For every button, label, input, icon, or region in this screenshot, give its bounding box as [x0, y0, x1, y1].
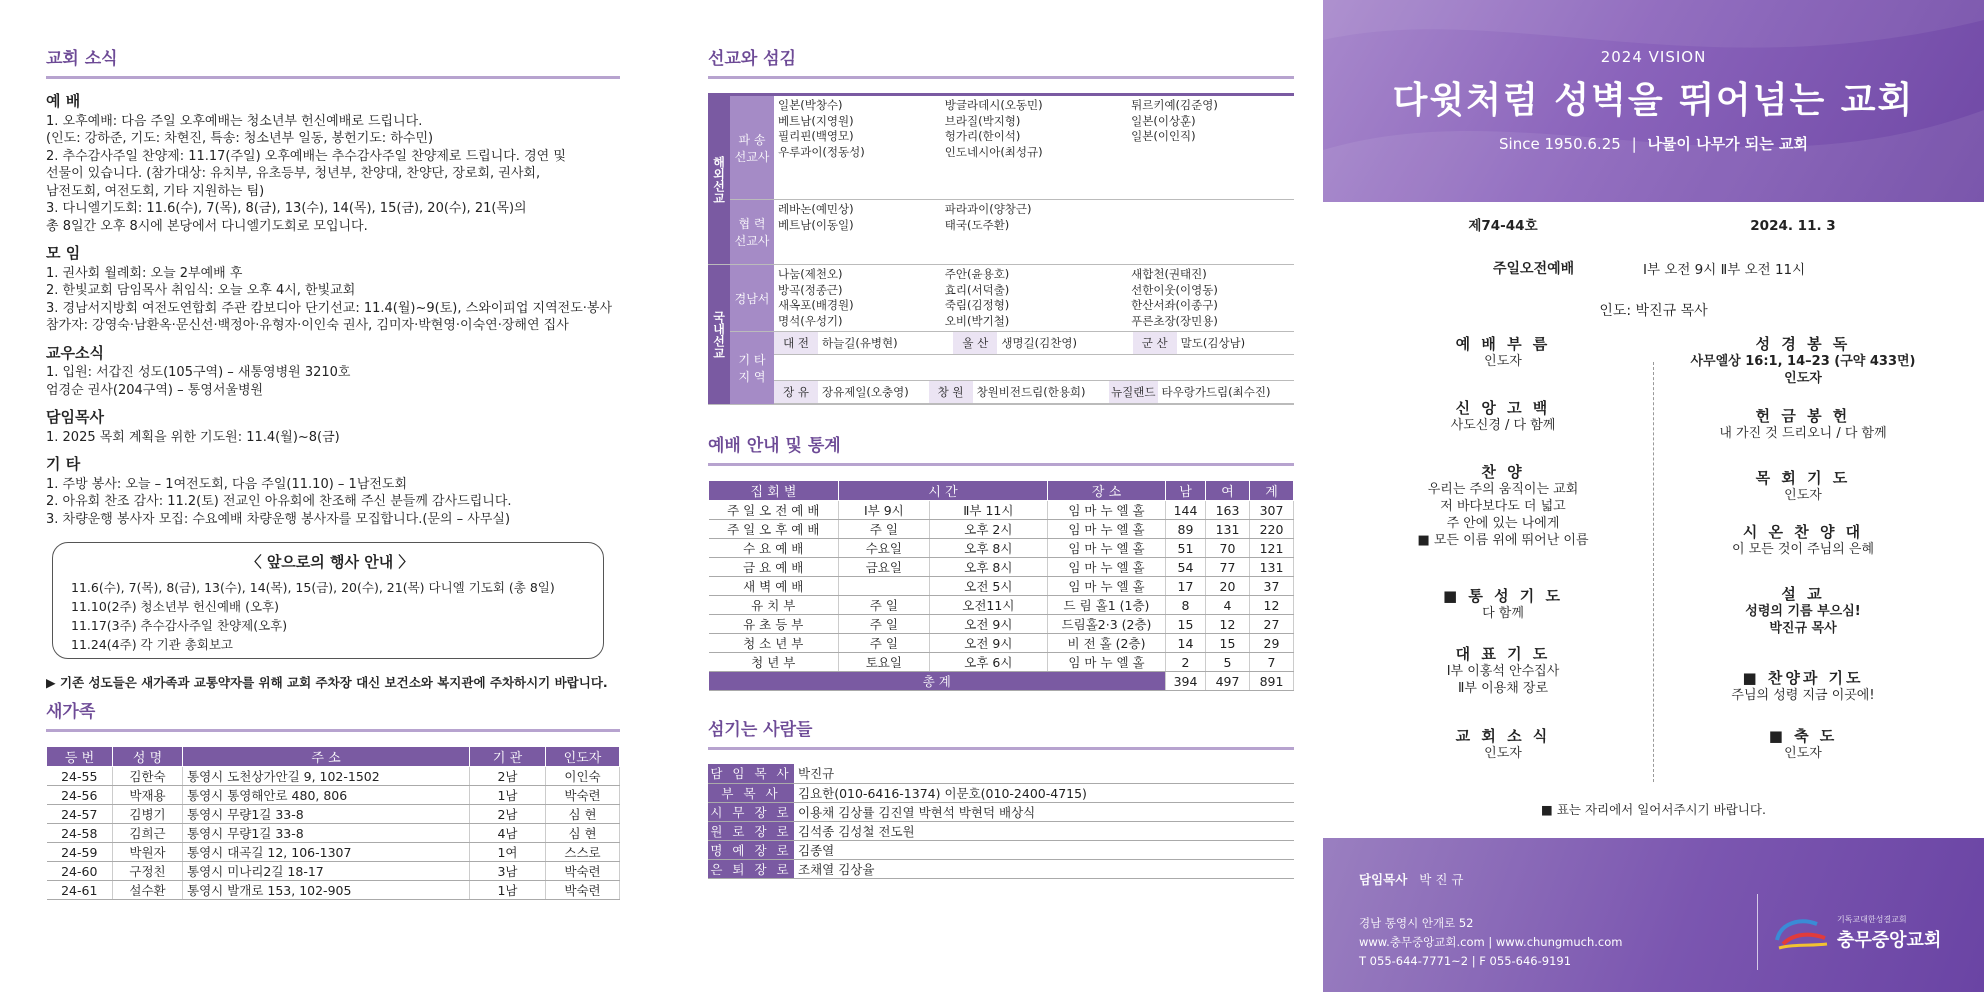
col-header: 남 [1166, 481, 1206, 501]
region-label: 창 원 [929, 381, 973, 404]
stats-cell: 20 [1206, 577, 1250, 596]
members-heading: 교우소식 [46, 343, 104, 362]
col-header: 여 [1206, 481, 1250, 501]
newfamily-row [47, 767, 620, 786]
stats-cell: 드 림 홀1 (1층) [1048, 596, 1166, 615]
servers-row [708, 802, 1294, 821]
stats-cell: 청 소 년 부 [709, 634, 839, 653]
stats-cell: 주 일 오 후 예 배 [709, 520, 839, 539]
order-call: 예 배 부 름 인도자 [1455, 335, 1551, 369]
newfamily-cell: 구정친 [113, 862, 183, 881]
servers-row [708, 821, 1294, 840]
stats-cell: 임 마 누 엘 홀 [1048, 520, 1166, 539]
stats-cell: 오후 6시 [929, 653, 1047, 672]
stats-cell: 15 [1206, 634, 1250, 653]
stats-cell: 비 전 홀 (2층) [1048, 634, 1166, 653]
region-church: 말도(김상남) [1177, 332, 1294, 355]
vision-year: 2024 VISION [1600, 48, 1707, 66]
servers-names: 김요한(010-6416-1374) 이문호(010-2400-4715) [794, 783, 1294, 802]
stats-row [709, 615, 1294, 634]
website: www.충무중앙교회.com | www.chungmuch.com [1359, 935, 1623, 949]
group-cell [1127, 200, 1294, 265]
newfamily-cell: 24-60 [47, 862, 113, 881]
stats-cell: 163 [1206, 501, 1250, 520]
stats-cell: 주 일 오 전 예 배 [709, 501, 839, 520]
group-cell: 주안(윤용호) 효리(서덕출) 죽림(김정형) 오비(박기철) [941, 265, 1127, 332]
servers-title: 섬기는 사람들 [708, 715, 1294, 750]
stats-cell: 4 [1206, 596, 1250, 615]
stats-cell: 금 요 예 배 [709, 558, 839, 577]
servers-row [708, 859, 1294, 878]
servers-role: 부 목 사 [708, 783, 794, 802]
stats-title: 예배 안내 및 통계 [708, 431, 1294, 466]
pastor-item: 1. 2025 목회 계획을 위한 기도원: 11.4(월)~8(금) [46, 429, 340, 445]
other-row [774, 332, 1294, 381]
worship-item: 2. 추수감사주일 찬양제: 11.17(주일) 오후예배는 추수감사주일 찬양제로 드립니다. 경연 및 선물이 있습니다. (참가대상: 유치부, 유초등부, 청년부, 찬양대, 찬양단, 장로회, 권사회, 남전도회, 여전도회, 기타 지원하는 팀) [46, 148, 566, 199]
stats-row [709, 501, 1294, 520]
stats-row [709, 539, 1294, 558]
region-church: 타우랑가드림(최수진) [1158, 381, 1295, 404]
newfamily-row [47, 805, 620, 824]
servers-names: 이용채 김상률 김진열 박현석 박현덕 배상식 [794, 802, 1294, 821]
servers-names: 김석종 김성철 전도원 [794, 821, 1294, 840]
newfamily-cell: 통영시 발개로 153, 102-905 [183, 881, 470, 900]
total-female: 497 [1206, 672, 1250, 691]
stats-cell: 드림홀2·3 (2층) [1048, 615, 1166, 634]
newfamily-cell: 1남 [470, 786, 546, 805]
stats-row [709, 653, 1294, 672]
group-label: 경남서 [730, 265, 774, 332]
stats-cell [839, 577, 930, 596]
newfamily-cell: 설수환 [113, 881, 183, 900]
stats-row [709, 596, 1294, 615]
worship-heading: 예 배 [46, 92, 81, 110]
stats-cell: 임 마 누 엘 홀 [1048, 577, 1166, 596]
newfamily-title: 새가족 [46, 697, 620, 732]
worship-item: 3. 다니엘기도회: 11.6(수), 7(목), 8(금), 13(수), 14(목), 15(금), 20(수), 21(목)의 총 8일간 오후 8시에 본당에서 다니엘기도회로 모입니다. [46, 201, 527, 234]
newfamily-cell: 박원자 [113, 843, 183, 862]
order-creed: 신 앙 고 백 사도신경 / 다 함께 [1450, 399, 1556, 433]
newfamily-cell: 2남 [470, 767, 546, 786]
region-church: 생명길(김찬영) [997, 332, 1132, 355]
meeting-item: 3. 경남서지방회 여전도연합회 주관 캄보디아 단기선교: 11.4(월)~9(토), 스와이피업 지역전도·봉사 참가자: 강영숙·남환옥·문신선·백정아·유형자·이인숙 권사, 김미자·박현영·이숙연·장해연 집사 [46, 300, 613, 333]
newfamily-cell: 통영시 대곡길 12, 106-1307 [183, 843, 470, 862]
stats-cell: 오후 8시 [929, 558, 1047, 577]
stats-cell: 131 [1206, 520, 1250, 539]
pastor-label: 담임목사 [1359, 872, 1408, 887]
service-leader: 인도: 박진규 목사 [1599, 303, 1708, 319]
order-reading: 성 경 봉 독 사무엘상 16:1, 14–23 (구약 433면) 인도자 [1690, 335, 1916, 386]
order-prayer: ■ 통 성 기 도 다 함께 [1442, 587, 1564, 621]
stats-cell: 7 [1250, 653, 1294, 672]
news-panel [0, 0, 660, 992]
stats-cell: 70 [1206, 539, 1250, 558]
stats-cell: 수요일 [839, 539, 930, 558]
col-header: 기 관 [470, 747, 546, 767]
region-label: 대 전 [774, 332, 818, 355]
meeting-block [46, 245, 620, 335]
pastor-name: 박 진 규 [1419, 872, 1464, 887]
news-title: 교회 소식 [46, 44, 620, 79]
total-male: 394 [1166, 672, 1206, 691]
stats-cell: Ⅰ부 9시 [839, 501, 930, 520]
newfamily-cell: 24-57 [47, 805, 113, 824]
group-cell: 방글라데시(오동민) 브라질(박지형) 헝가리(한이석) 인도네시아(최성규) [941, 95, 1127, 200]
mission-table [708, 93, 1294, 405]
newfamily-cell: 스스로 [546, 843, 620, 862]
stats-cell: 주 일 [839, 596, 930, 615]
group-label: 파 송 선교사 [730, 95, 774, 200]
col-header: 인도자 [546, 747, 620, 767]
event-item: 11.10(2주) 청소년부 헌신예배 (오후) [71, 599, 279, 614]
worship-item: 1. 오후예배: 다음 주일 오후예배는 청소년부 헌신예배로 드립니다. (인도: 강하준, 기도: 차현진, 특송: 청소년부 일동, 봉헌기도: 하수민) [46, 113, 434, 146]
mission-panel [660, 0, 1324, 992]
mission-title: 선교와 섬김 [708, 44, 1294, 79]
order-blessing: ■ 축 도 인도자 [1768, 727, 1838, 761]
newfamily-row [47, 881, 620, 900]
newfamily-cell: 24-58 [47, 824, 113, 843]
group-cell: 나눔(제천오) 방곡(정종근) 새옥포(배경원) 명석(우성기) [774, 265, 941, 332]
newfamily-cell: 심 현 [546, 824, 620, 843]
order-sermon: 설 교 성령의 기름 부으심! 박진규 목사 [1745, 585, 1861, 636]
newfamily-cell: 1여 [470, 843, 546, 862]
servers-role: 원 로 장 로 [708, 821, 794, 840]
newfamily-cell: 통영시 무량1길 33-8 [183, 805, 470, 824]
newfamily-cell: 통영시 무량1길 33-8 [183, 824, 470, 843]
newfamily-row [47, 786, 620, 805]
event-item: 11.17(3주) 추수감사주일 찬양제(오후) [71, 618, 288, 633]
stats-cell: 51 [1166, 539, 1206, 558]
newfamily-row [47, 824, 620, 843]
servers-table [708, 764, 1294, 879]
vision-subtitle: Since 1950.6.25 | 나물이 나무가 되는 교회 [1499, 135, 1808, 153]
events-box [52, 542, 604, 659]
stats-cell: 54 [1166, 558, 1206, 577]
order-song: ■ 찬양과 기도 주님의 성령 지금 이곳에! [1731, 669, 1875, 703]
stats-cell: 유 초 등 부 [709, 615, 839, 634]
servers-names: 조채열 김상율 [794, 859, 1294, 878]
etc-heading: 기 타 [46, 455, 81, 473]
group-cell: 튀르키예(김준영) 일본(이상훈) 일본(이인직) [1127, 95, 1294, 200]
domestic-label: 국내선교 [708, 265, 730, 405]
issue-date: 2024. 11. 3 [1750, 218, 1836, 234]
newfamily-cell: 통영시 미나리2길 18-17 [183, 862, 470, 881]
group-cell: 파라과이(양창근) 태국(도주환) [941, 200, 1127, 265]
stats-cell: 12 [1206, 615, 1250, 634]
newfamily-cell: 24-55 [47, 767, 113, 786]
newfamily-cell: 24-59 [47, 843, 113, 862]
stats-cell: 주 일 [839, 615, 930, 634]
stats-cell: 27 [1250, 615, 1294, 634]
stats-cell: 121 [1250, 539, 1294, 558]
col-header: 장 소 [1048, 481, 1166, 501]
events-title: 〈 앞으로의 행사 안내 〉 [246, 553, 414, 571]
newfamily-cell: 심 현 [546, 805, 620, 824]
parking-note: ▶ 기존 성도들은 새가족과 교통약자를 위해 교회 주차장 대신 보건소와 복지관에 주차하시기 바랍니다. [46, 675, 608, 690]
newfamily-cell: 김병기 [113, 805, 183, 824]
stats-cell: 5 [1206, 653, 1250, 672]
newfamily-cell: 이인숙 [546, 767, 620, 786]
group-cell: 새합천(권태진) 선한이웃(이영동) 한산서좌(이종구) 푸른초장(장민용) [1127, 265, 1294, 332]
region-church: 장유제일(오충영) [818, 381, 929, 404]
region-label: 뉴질랜드 [1109, 381, 1157, 404]
stats-cell: 144 [1166, 501, 1206, 520]
col-header: 계 [1250, 481, 1294, 501]
etc-item: 3. 차량운행 봉사자 모집: 수요예배 차량운행 봉사자를 모집합니다.(문의 – 사무실) [46, 511, 511, 527]
newfamily-row [47, 843, 620, 862]
stats-cell: 임 마 누 엘 홀 [1048, 539, 1166, 558]
footer-divider [1757, 894, 1758, 970]
newfamily-cell: 박숙련 [546, 881, 620, 900]
newfamily-cell: 통영시 통영해안로 480, 806 [183, 786, 470, 805]
newfamily-cell: 김희근 [113, 824, 183, 843]
stats-cell: 220 [1250, 520, 1294, 539]
newfamily-cell: 24-56 [47, 786, 113, 805]
etc-item: 2. 아유회 찬조 감사: 11.2(토) 전교인 아유회에 찬조해 주신 분들께 감사드립니다. [46, 494, 512, 509]
other-row [774, 381, 1294, 405]
meeting-heading: 모 임 [46, 244, 81, 262]
region-church: 창원비전드림(한용희) [973, 381, 1109, 404]
stats-cell: 37 [1250, 577, 1294, 596]
servers-row [708, 764, 1294, 783]
group-label: 기 타 지 역 [730, 332, 774, 405]
stats-cell: 77 [1206, 558, 1250, 577]
stats-row [709, 634, 1294, 653]
order-rep-prayer: 대 표 기 도 Ⅰ부 이홍석 안수집사 Ⅱ부 이용채 장로 [1446, 645, 1560, 696]
meeting-item: 1. 권사회 월례회: 오늘 2부예배 후 [46, 265, 243, 281]
servers-role: 명 예 장 로 [708, 840, 794, 859]
meeting-item: 2. 한빛교회 담임목사 취임식: 오늘 오후 4시, 한빛교회 [46, 283, 356, 298]
order-offering: 헌 금 봉 헌 내 가진 것 드리오니 / 다 함께 [1719, 407, 1887, 441]
newfamily-table [46, 746, 620, 900]
servers-row [708, 840, 1294, 859]
servers-role: 담 임 목 사 [708, 764, 794, 783]
col-header: 등 번 [47, 747, 113, 767]
stats-cell: 29 [1250, 634, 1294, 653]
newfamily-cell: 박숙련 [546, 862, 620, 881]
servers-names: 김종열 [794, 840, 1294, 859]
since-text: Since 1950.6.25 [1499, 135, 1621, 153]
event-item: 11.6(수), 7(목), 8(금), 13(수), 14(목), 15(금), 20(수), 21(목) 다니엘 기도회 (총 8일) [71, 580, 555, 595]
group-cell: 일본(박창수) 베트남(지영원) 필리핀(백영모) 우루과이(정동성) [774, 95, 941, 200]
group-cell: 레바논(예민상) 베트남(이동일) [774, 200, 941, 265]
stats-cell: 2 [1166, 653, 1206, 672]
stats-row [709, 520, 1294, 539]
footer-contact [1359, 914, 1623, 971]
stats-cell: 유 치 부 [709, 596, 839, 615]
newfamily-row [47, 862, 620, 881]
vision-title: 다윗처럼 성벽을 뛰어넘는 교회 [1392, 80, 1915, 121]
order-news: 교 회 소 식 인도자 [1455, 727, 1551, 761]
stats-cell: 오전11시 [929, 596, 1047, 615]
service-name: 주일오전예배 [1493, 261, 1575, 277]
order-pastoral: 목 회 기 도 인도자 [1755, 469, 1851, 503]
stats-cell: 오후 2시 [929, 520, 1047, 539]
denomination: 기독교대한성결교회 [1837, 915, 1907, 924]
group-label: 협 력 선교사 [730, 200, 774, 265]
church-name: 충무중앙교회 [1837, 930, 1942, 951]
order-hymn: 찬 양 우리는 주의 움직이는 교회 저 바다보다도 더 넓고 주 안에 있는 나에게 ■ 모든 이름 위에 뛰어난 이름 [1417, 463, 1589, 548]
stats-cell: Ⅱ부 11시 [929, 501, 1047, 520]
pastor-block [46, 409, 620, 446]
col-header: 성 명 [113, 747, 183, 767]
servers-names: 박진규 [794, 764, 1294, 783]
stats-cell: 17 [1166, 577, 1206, 596]
total-label: 총 계 [709, 672, 1166, 691]
stand-note: ■ 표는 자리에서 일어서주시기 바랍니다. [1541, 802, 1766, 817]
footer [1323, 838, 1984, 992]
footer-pastor [1359, 870, 1463, 888]
newfamily-cell: 1남 [470, 881, 546, 900]
stats-cell: 수 요 예 배 [709, 539, 839, 558]
region-label: 군 산 [1133, 332, 1177, 355]
stats-cell: 14 [1166, 634, 1206, 653]
stats-cell: 금요일 [839, 558, 930, 577]
newfamily-cell: 2남 [470, 805, 546, 824]
issue-number: 제74-44호 [1468, 218, 1538, 234]
newfamily-cell: 3남 [470, 862, 546, 881]
event-item: 11.24(4주) 각 기관 총회보고 [71, 637, 234, 652]
stats-table [708, 480, 1294, 691]
newfamily-cell: 4남 [470, 824, 546, 843]
pastor-heading: 담임목사 [46, 408, 104, 426]
col-header: 시 간 [839, 481, 1048, 501]
total-all: 891 [1250, 672, 1294, 691]
overseas-label: 해외선교 [708, 95, 730, 265]
servers-row [708, 783, 1294, 802]
region-label: 울 산 [953, 332, 997, 355]
slogan-text: 나물이 나무가 되는 교회 [1647, 135, 1808, 153]
stats-cell: 토요일 [839, 653, 930, 672]
stats-cell: 89 [1166, 520, 1206, 539]
stats-cell: 오전 9시 [929, 615, 1047, 634]
region-label: 장 유 [774, 381, 818, 404]
newfamily-cell: 통영시 도천상가안길 9, 102-1502 [183, 767, 470, 786]
service-times: Ⅰ부 오전 9시 Ⅱ부 오전 11시 [1643, 262, 1806, 278]
col-header: 집 회 별 [709, 481, 839, 501]
cover-panel [1323, 0, 1984, 992]
stats-cell: 임 마 누 엘 홀 [1048, 501, 1166, 520]
servers-role: 시 무 장 로 [708, 802, 794, 821]
address: 경남 통영시 안개로 52 [1359, 916, 1474, 930]
stats-cell: 주 일 [839, 520, 930, 539]
stats-cell: 12 [1250, 596, 1294, 615]
newfamily-cell: 김한숙 [113, 767, 183, 786]
stats-total-row [709, 672, 1294, 691]
stats-cell: 15 [1166, 615, 1206, 634]
stats-cell: 307 [1250, 501, 1294, 520]
newfamily-cell: 박숙련 [546, 786, 620, 805]
members-block [46, 345, 620, 400]
members-item: 1. 입원: 서갑진 성도(105구역) – 새통영병원 3210호 엄경순 권사(204구역) – 통영서울병원 [46, 365, 351, 398]
order-of-service [1323, 202, 1984, 838]
stats-cell: 청 년 부 [709, 653, 839, 672]
stats-cell: 임 마 누 엘 홀 [1048, 558, 1166, 577]
stats-cell: 8 [1166, 596, 1206, 615]
col-header: 주 소 [183, 747, 470, 767]
worship-block [46, 93, 620, 235]
stats-cell: 오전 9시 [929, 634, 1047, 653]
order-choir: 시 온 찬 양 대 이 모든 것이 주님의 은혜 [1731, 523, 1875, 557]
stats-cell: 새 벽 예 배 [709, 577, 839, 596]
church-logo-icon [1771, 914, 1831, 954]
newfamily-cell: 24-61 [47, 881, 113, 900]
stats-row [709, 577, 1294, 596]
stats-cell: 오전 5시 [929, 577, 1047, 596]
stats-cell: 임 마 누 엘 홀 [1048, 653, 1166, 672]
vision-banner [1323, 0, 1984, 202]
stats-row [709, 558, 1294, 577]
stats-cell: 131 [1250, 558, 1294, 577]
stats-cell: 오후 8시 [929, 539, 1047, 558]
phone: T 055-644-7771~2 | F 055-646-9191 [1359, 954, 1572, 968]
newfamily-cell: 박재용 [113, 786, 183, 805]
stats-cell: 주 일 [839, 634, 930, 653]
etc-item: 1. 주방 봉사: 오늘 – 1여전도회, 다음 주일(11.10) – 1남전도회 [46, 476, 408, 492]
servers-role: 은 퇴 장 로 [708, 859, 794, 878]
region-church: 하늘길(유병현) [818, 332, 953, 355]
etc-block [46, 456, 620, 528]
